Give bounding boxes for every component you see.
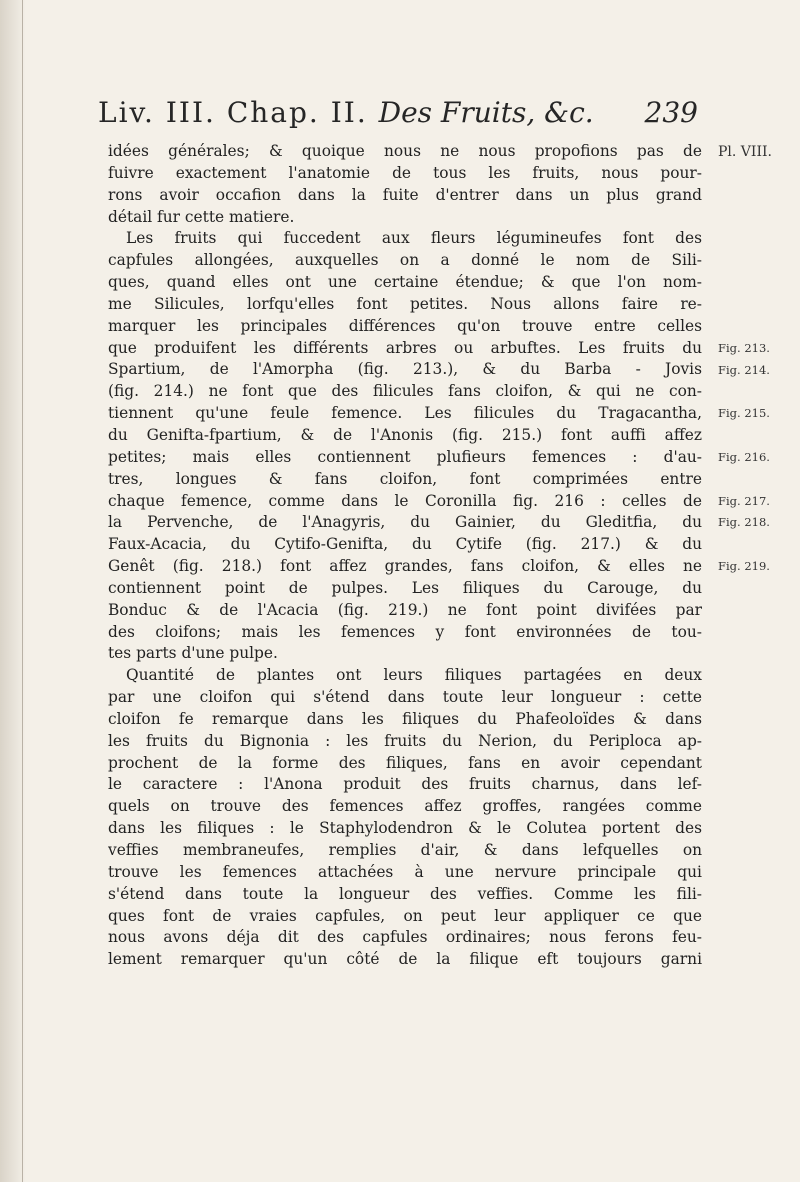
- gutter-line: [22, 0, 23, 1182]
- text-line: petites; mais elles contiennent plufieurs femences : d'au-: [108, 447, 702, 466]
- text-line: le caractere : l'Anona produit des fruits charnus, dans lef-: [108, 775, 702, 794]
- text-line: prochent de la forme des filiques, fans en avoir cependant: [108, 753, 702, 772]
- text-line: Les fruits qui fuccedent aux fleurs légumineufes font des: [126, 229, 702, 248]
- text-line: les fruits du Bignonia : les fruits du Nerion, du Periploca ap-: [108, 731, 702, 750]
- text-line: cloifon fe remarque dans les filiques du Phafeoloïdes & dans: [108, 709, 702, 728]
- text-line: la Pervenche, de l'Anagyris, du Gainier, du Gleditfia, du: [108, 513, 702, 532]
- text-line: Genêt (fig. 218.) font affez grandes, fans cloifon, & elles ne: [108, 557, 702, 576]
- page-number: 239: [644, 96, 698, 129]
- text-line: ques, quand elles ont une certaine étendue; & que l'on nom-: [108, 273, 702, 292]
- text-line: tiennent qu'une feule femence. Les filicules du Tragacantha,: [108, 404, 702, 423]
- text-line: veffies membraneufes, remplies d'air, & dans lefquelles on: [108, 841, 702, 859]
- text-line: chaque femence, comme dans le Coronilla fig. 216 : celles de: [108, 491, 702, 510]
- text-line: tres, longues & fans cloifon, font comprimées entre: [108, 469, 702, 488]
- plate-reference: Pl. VIII.: [718, 144, 772, 160]
- text-line: trouve les femences attachées à une nervure principale qui: [108, 862, 702, 881]
- text-line: détail fur cette matiere.: [108, 207, 295, 226]
- figure-reference: Fig. 214.: [718, 362, 770, 377]
- body-text: [108, 141, 702, 971]
- text-line: contiennent point de pulpes. Les filiques du Carouge, du: [108, 578, 702, 597]
- chapter-heading: Liv. III. Chap. II.: [98, 96, 368, 129]
- text-line: Bonduc & de l'Acacia (fig. 219.) ne font point divifées par: [108, 600, 702, 619]
- text-line: que produifent les différents arbres ou arbuftes. Les fruits du: [108, 338, 702, 357]
- text-line: marquer les principales différences qu'on trouve entre celles: [108, 316, 702, 335]
- text-line: tes parts d'une pulpe.: [108, 644, 278, 663]
- figure-reference: Fig. 219.: [718, 559, 770, 574]
- figure-reference: Fig. 215.: [718, 406, 770, 421]
- text-line: dans les filiques : le Staphylodendron & le Colutea portent des: [108, 819, 702, 838]
- running-head: [98, 96, 698, 129]
- text-line: Spartium, de l'Amorpha (fig. 213.), & du Barba - Jovis: [108, 360, 702, 379]
- text-line: idées générales; & quoique nous ne nous propofions pas de: [108, 142, 702, 160]
- text-line: capfules allongées, auxquelles on a donné le nom de Sili-: [108, 251, 702, 270]
- text-line: me Silicules, lorfqu'elles font petites. Nous allons faire re-: [108, 294, 702, 313]
- text-line: nous avons déja dit des capfules ordinaires; nous ferons feu-: [108, 928, 702, 947]
- text-line: quels on trouve des femences affez groffes, rangées comme: [108, 797, 702, 816]
- text-line: (fig. 214.) ne font que des filicules fans cloifon, & qui ne con-: [108, 382, 702, 401]
- figure-reference: Fig. 213.: [718, 340, 770, 355]
- text-line: par une cloifon qui s'étend dans toute leur longueur : cette: [108, 688, 702, 707]
- text-line: Faux-Acacia, du Cytifo-Genifta, du Cytife (fig. 217.) & du: [108, 535, 702, 554]
- text-line: fuivre exactement l'anatomie de tous les fruits, nous pour-: [108, 163, 702, 182]
- text-line: Quantité de plantes ont leurs filiques partagées en deux: [126, 666, 702, 685]
- section-title: Des Fruits, &c.: [378, 96, 594, 129]
- text-line: rons avoir occafion dans la fuite d'entrer dans un plus grand: [108, 185, 702, 204]
- figure-reference: Fig. 217.: [718, 493, 770, 508]
- text-line: ques font de vraies capfules, on peut leur appliquer ce que: [108, 906, 702, 925]
- text-line: des cloifons; mais les femences y font environnées de tou-: [108, 622, 702, 641]
- figure-reference: Fig. 218.: [718, 515, 770, 530]
- text-line: lement remarquer qu'un côté de la filique eft toujours garni: [108, 950, 702, 969]
- text-line: du Genifta-fpartium, & de l'Anonis (fig. 215.) font auffi affez: [108, 425, 702, 444]
- figure-reference: Fig. 216.: [718, 449, 770, 464]
- text-line: s'étend dans toute la longueur des veffies. Comme les fili-: [108, 884, 702, 903]
